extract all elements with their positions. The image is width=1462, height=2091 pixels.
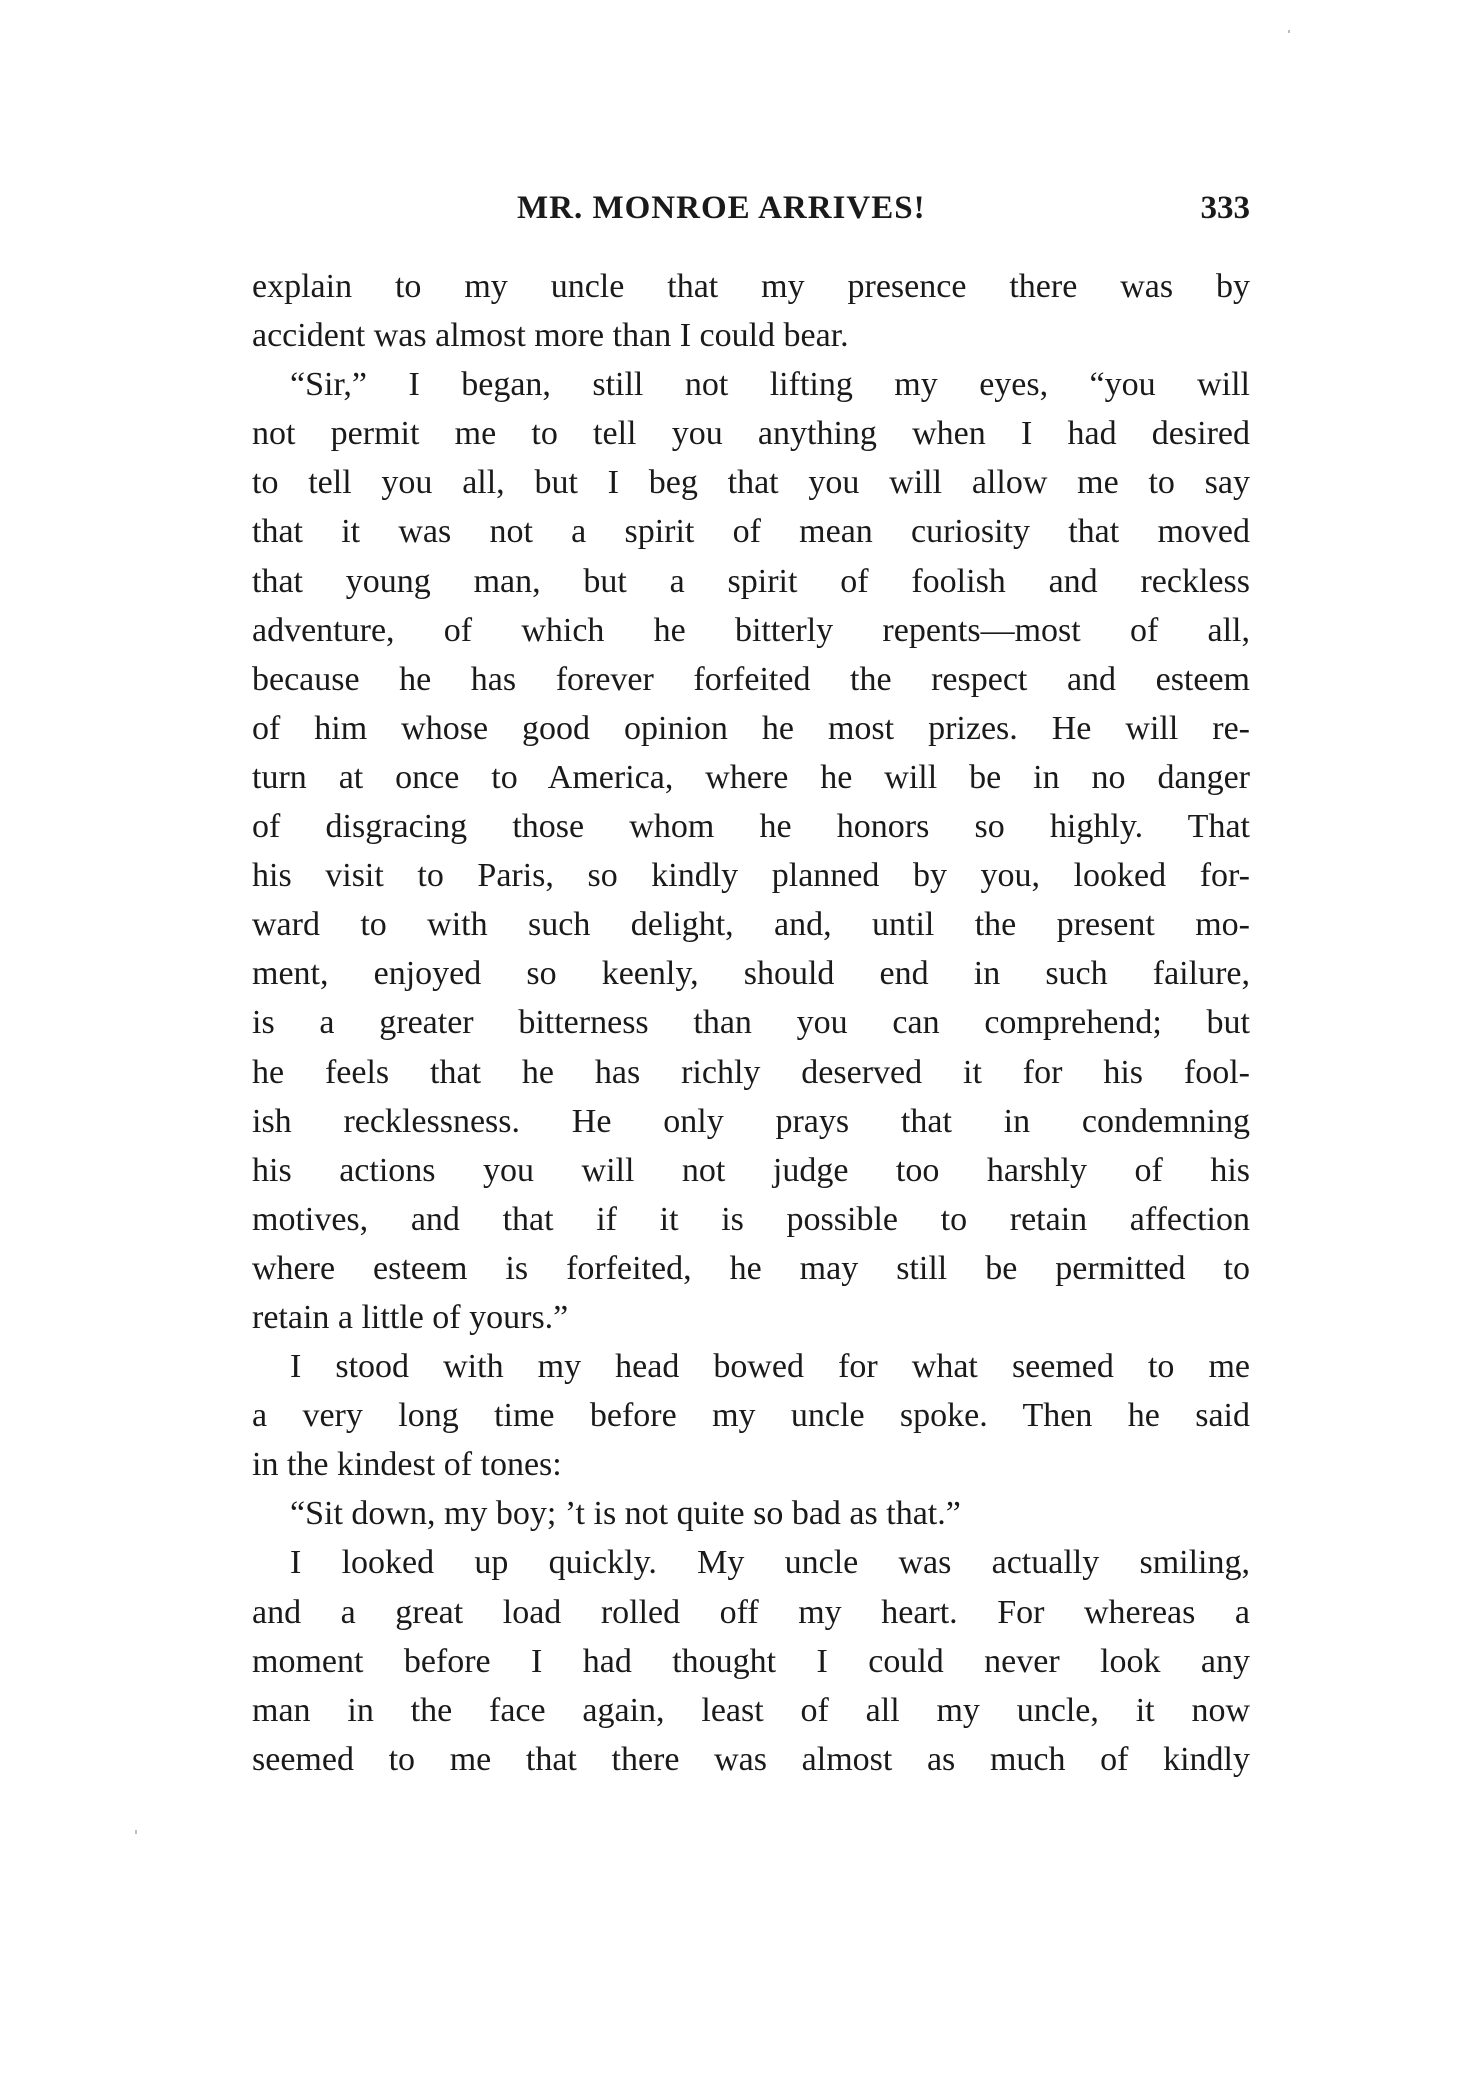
text-line: he feels that he has richly deserved it for his fool-: [252, 1053, 1250, 1091]
text-line: to tell you all, but I beg that you will allow me to say: [252, 464, 1250, 502]
text-line: of disgracing those whom he honors so highly. That: [252, 808, 1250, 846]
text-line: turn at once to America, where he will be in no danger: [252, 758, 1250, 796]
text-line: ment, enjoyed so keenly, should end in such failure,: [252, 955, 1250, 993]
text-line: explain to my uncle that my presence there was by: [252, 268, 1250, 305]
text-line: that it was not a spirit of mean curiosity that moved: [252, 513, 1250, 551]
body-text: [252, 262, 1250, 1784]
text-line: retain a little of yours.”: [252, 1298, 569, 1336]
text-line: not permit me to tell you anything when I had desired: [252, 415, 1250, 453]
text-line: because he has forever forfeited the respect and esteem: [252, 660, 1250, 698]
text-line: where esteem is forfeited, he may still be permitted to: [252, 1249, 1250, 1287]
text-line: is a greater bitterness than you can comprehend; but: [252, 1004, 1250, 1042]
text-line: ward to with such delight, and, until the present mo-: [252, 906, 1250, 944]
page-header: [252, 190, 1250, 238]
text-line: that young man, but a spirit of foolish and reckless: [252, 562, 1250, 600]
text-line: accident was almost more than I could bear.: [252, 317, 849, 355]
text-line: “Sit down, my boy; ’t is not quite so bad as that.”: [290, 1495, 961, 1533]
text-line: of him whose good opinion he most prizes. He will re-: [252, 709, 1250, 747]
scan-speck: [1288, 30, 1290, 33]
text-line: motives, and that if it is possible to retain affection: [252, 1200, 1250, 1238]
text-line: his actions you will not judge too harshly of his: [252, 1151, 1250, 1189]
text-line: moment before I had thought I could never look any: [252, 1642, 1250, 1680]
running-title: MR. MONROE ARRIVES!: [517, 190, 926, 226]
text-line: “Sir,” I began, still not lifting my eyes, “you will: [290, 366, 1250, 404]
text-line: man in the face again, least of all my uncle, it now: [252, 1691, 1250, 1729]
text-line: adventure, of which he bitterly repents—most of all,: [252, 611, 1250, 649]
page-number: 333: [1200, 190, 1250, 226]
text-line: in the kindest of tones:: [252, 1446, 562, 1484]
text-line: a very long time before my uncle spoke. Then he said: [252, 1397, 1250, 1435]
text-line: ish recklessness. He only prays that in condemning: [252, 1102, 1250, 1140]
text-line: seemed to me that there was almost as much of kindly: [252, 1740, 1250, 1778]
text-line: his visit to Paris, so kindly planned by you, looked for-: [252, 857, 1250, 895]
text-line: I stood with my head bowed for what seemed to me: [290, 1348, 1250, 1386]
text-line: I looked up quickly. My uncle was actually smiling,: [290, 1544, 1250, 1582]
scan-speck: [135, 1830, 137, 1834]
text-line: and a great load rolled off my heart. For whereas a: [252, 1593, 1250, 1631]
